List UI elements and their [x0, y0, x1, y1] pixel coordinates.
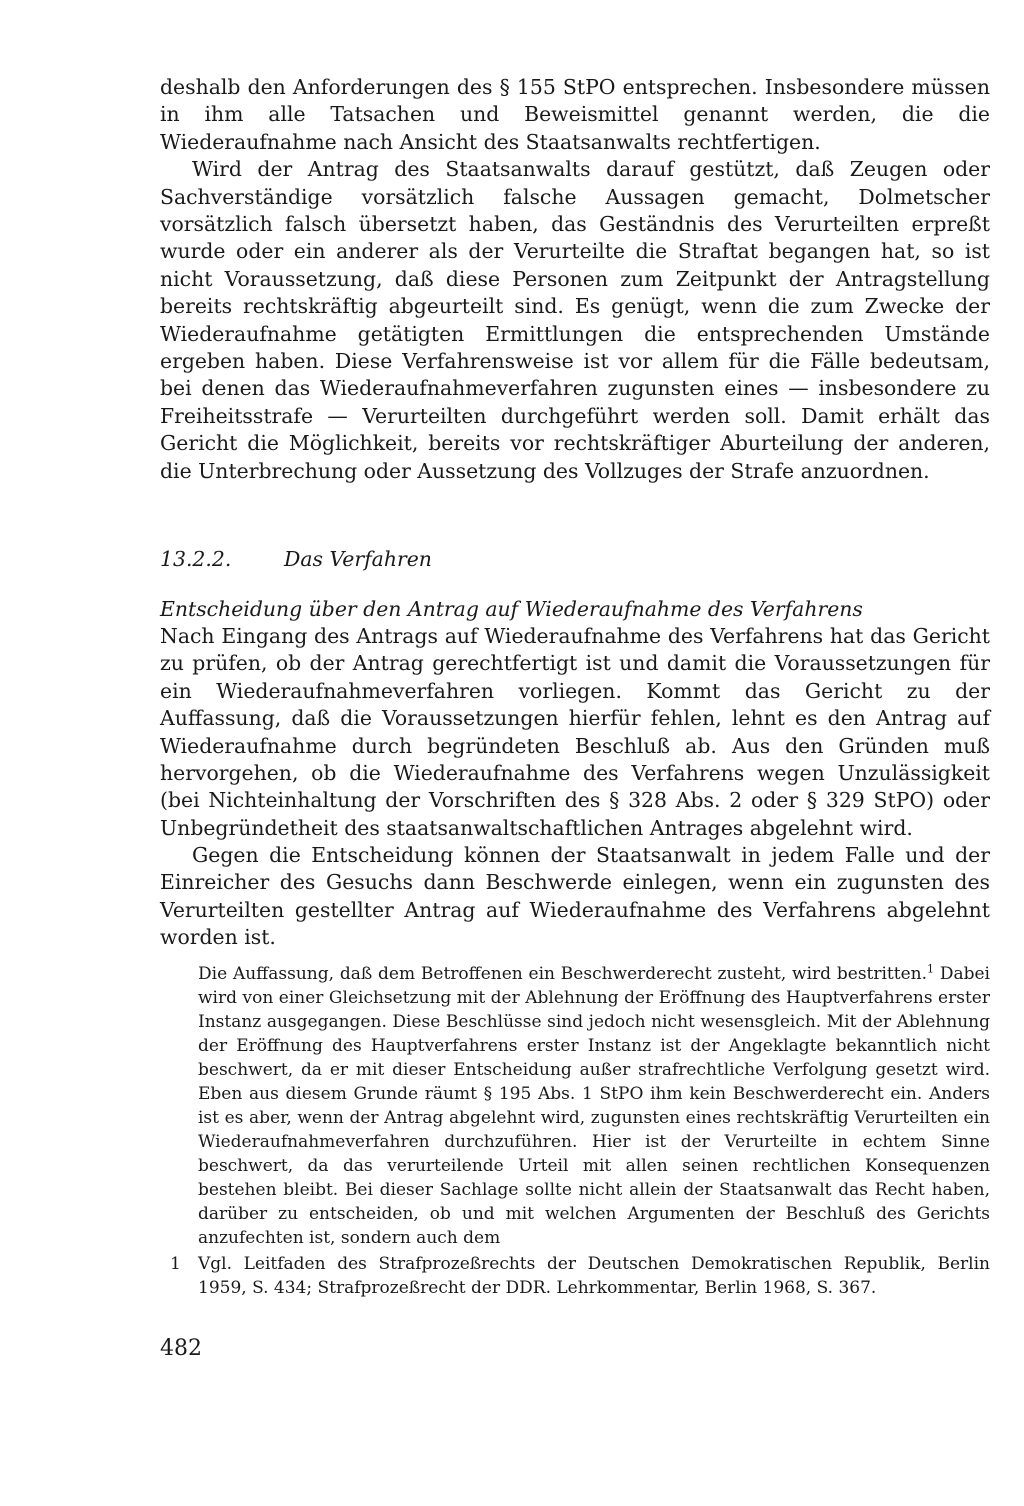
section-heading	[160, 546, 990, 573]
small-print-body: Dabei wird von einer Gleichsetzung mit der Ablehnung der Eröffnung des Hauptverfahrens erster Instanz ausgegangen. Diese Beschlüsse sind jedoch nicht wesensgleich. Mit der Ablehnung der Eröffnung des Hauptverfahrens erster Instanz ist der Angeklagte bekanntlich nicht beschwert, da er mit dieser Entscheidung außer strafrechtliche Verfolgung gesetzt wird. Eben aus diesem Grunde räumt § 195 Abs. 1 StPO ihm kein Beschwerderecht ein. Anders ist es aber, wenn der Antrag abgelehnt wird, zugunsten eines rechtskräftig Verurteilten ein Wiederaufnahmeverfahren durchzuführen. Hier ist der Verurteilte in echtem Sinne beschwert, da das verurteilende Urteil mit allen seinen rechtlichen Konsequenzen bestehen bleibt. Bei dieser Sachlage sollte nicht allein der Staatsanwalt das Recht haben, darüber zu entscheiden, ob und mit welchen Argumenten der Beschluß des Gerichts anzufechten ist, sondern auch dem	[198, 964, 990, 1248]
small-print-block	[198, 962, 990, 1250]
appeal-text-block	[160, 842, 990, 952]
footnote	[170, 1252, 990, 1300]
footnote-mark: 1	[170, 1254, 181, 1274]
footnote-reference: 1	[927, 962, 935, 976]
footnote-text: Vgl. Leitfaden des Strafprozeßrechts der Deutschen Demokratischen Republik, Berlin 1959, S. 434; Strafprozeßrecht der DDR. Lehrkommentar, Berlin 1968, S. 367.	[198, 1254, 990, 1298]
section-title: Das Verfahren	[284, 547, 432, 571]
section-number: 13.2.2.	[160, 547, 232, 571]
subheading: Entscheidung über den Antrag auf Wiederaufnahme des Verfahrens	[160, 597, 863, 621]
paragraph-decision: Nach Eingang des Antrags auf Wiederaufnahme des Verfahrens hat das Gericht zu prüfen, ob der Antrag gerechtfertigt ist und damit die Voraussetzungen für ein Wiederaufnahmeverfahren vorliegen. Kommt das Gericht zu der Auffassung, daß die Voraussetzungen hierfür fehlen, lehnt es den Antrag auf Wiederaufnahme durch begründeten Beschluß ab. Aus den Gründen muß hervorgehen, ob die Wiederaufnahme des Verfahrens wegen Unzulässigkeit (bei Nichteinhaltung der Vorschriften des § 328 Abs. 2 oder § 329 StPO) oder Unbegründetheit des staatsanwaltschaftlichen Antrages abgelehnt wird.	[160, 624, 990, 840]
small-print-lead: Die Auffassung, daß dem Betroffenen ein Beschwerderecht zusteht, wird bestritten.	[198, 964, 928, 984]
top-text-block	[160, 74, 990, 485]
page-number: 482	[160, 1336, 202, 1361]
paragraph-appeal: Gegen die Entscheidung können der Staatsanwalt in jedem Falle und der Einreicher des Gesuchs dann Beschwerde einlegen, wenn ein zugunsten des Verurteilten gestellter Antrag auf Wiederaufnahme des Verfahrens abgelehnt worden ist.	[160, 843, 990, 950]
paragraph-witnesses: Wird der Antrag des Staatsanwalts darauf gestützt, daß Zeugen oder Sachverständige vorsätzlich falsche Aussagen gemacht, Dolmetscher vorsätzlich falsch übersetzt haben, das Geständnis des Verurteilten erpreßt wurde oder ein anderer als der Verurteilte die Straftat begangen hat, so ist nicht Voraussetzung, daß diese Personen zum Zeitpunkt der Antragstellung bereits rechtskräftig abgeurteilt sind. Es genügt, wenn die zum Zwecke der Wiederaufnahme getätigten Ermittlungen die entsprechenden Umstände ergeben haben. Diese Verfahrensweise ist vor allem für die Fälle bedeutsam, bei denen das Wiederaufnahmeverfahren zugunsten eines — insbesondere zu Freiheitsstrafe — Verurteilten durchgeführt werden soll. Damit erhält das Gericht die Möglichkeit, bereits vor rechtskräftiger Aburteilung der anderen, die Unterbrechung oder Aussetzung des Vollzuges der Strafe anzuordnen.	[160, 157, 990, 483]
decision-text-block	[160, 623, 990, 842]
paragraph-continuation: deshalb den Anforderungen des § 155 StPO entsprechen. Insbesondere müssen in ihm alle Tatsachen und Beweismittel genannt werden, die die Wiederaufnahme nach Ansicht des Staatsanwalts rechtfertigen.	[160, 75, 990, 154]
